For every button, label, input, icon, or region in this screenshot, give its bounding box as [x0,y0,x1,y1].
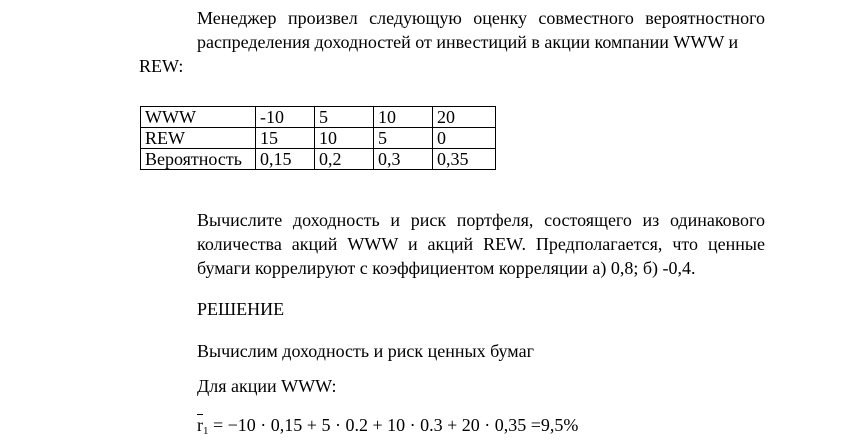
table-cell: 0,15 [256,149,315,170]
intro-line-2: распределения доходностей от инвестиций в акции компании WWW и REW: [139,32,739,76]
solution-heading: РЕШЕНИЕ [197,299,285,319]
table-cell: Вероятность [141,149,256,170]
table-cell: 10 [315,128,374,149]
table-row [141,149,496,170]
task-line-1: Вычислите доходность и риск портфеля, состоящего из одинакового [197,210,765,230]
expected-return-formula [197,414,578,442]
task-paragraph [139,208,765,280]
table-cell: 0,2 [315,149,374,170]
formula-subscript: 1 [203,425,209,437]
intro-paragraph [139,6,765,78]
intro-line-1: Менеджер произвел следующую оценку совместного вероятностного [197,8,765,28]
table-row [141,128,496,149]
table-cell: 5 [374,128,433,149]
table-cell: 0,3 [374,149,433,170]
task-line-2: количества акций WWW и акций REW. Предполагается, что ценные [197,234,765,254]
table-cell: 0 [433,128,496,149]
table-cell: 20 [433,107,496,128]
table-cell: 10 [374,107,433,128]
formula-expression: = −10 · 0,15 + 5 · 0.2 + 10 · 0.3 + 20 · 0,35 =9,5% [213,415,579,435]
table-row [141,107,496,128]
formula-symbol: $\overline{r}$ [197,415,203,435]
probability-table [140,106,496,170]
table-cell: 0,35 [433,149,496,170]
table-cell: -10 [256,107,315,128]
table-cell: 5 [315,107,374,128]
solution-step-text: Вычислим доходность и риск ценных бумаг [197,341,534,361]
table-cell: 15 [256,128,315,149]
table-cell: REW [141,128,256,149]
task-line-3: бумаги коррелируют с коэффициентом корреляции а) 0,8; б) -0,4. [197,258,696,278]
table-cell: WWW [141,107,256,128]
stock-www-label: Для акции WWW: [197,376,337,396]
